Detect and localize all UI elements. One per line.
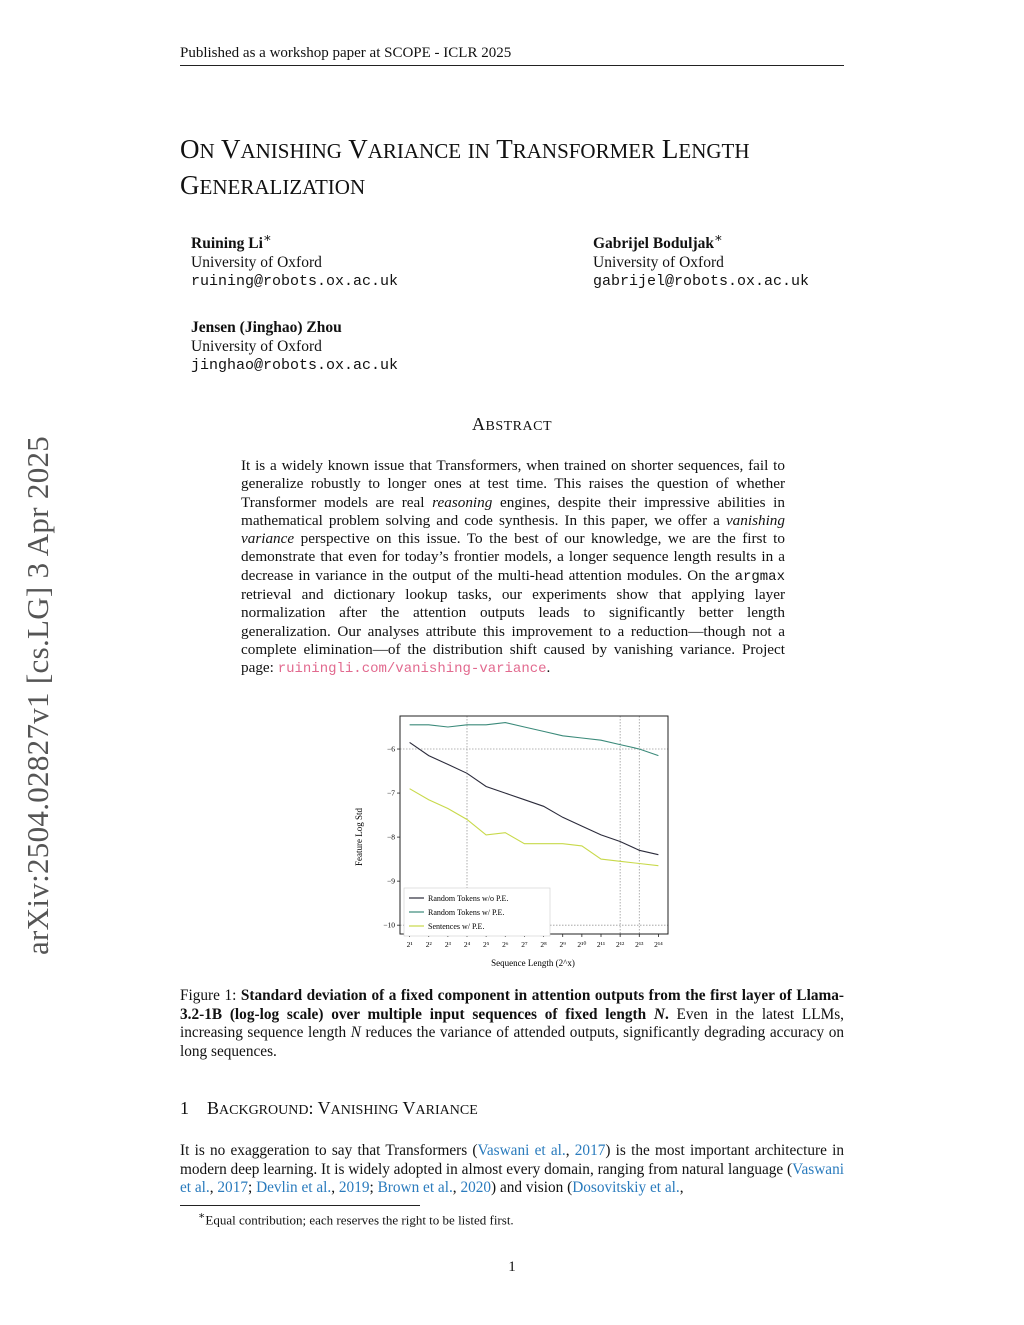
citation-link[interactable]: Vaswani et al. — [477, 1142, 566, 1159]
chart-x-tick-label: 2⁴ — [463, 940, 471, 949]
code-argmax: argmax — [734, 568, 785, 585]
header-rule — [180, 65, 844, 66]
author-affiliation: University of Oxford — [191, 338, 322, 356]
author-name: Ruining Li — [191, 235, 263, 253]
chart-y-tick-label: −6 — [387, 744, 395, 754]
chart-x-tick-label: 2¹¹ — [596, 940, 606, 949]
author-email[interactable]: jinghao@robots.ox.ac.uk — [191, 357, 399, 375]
citation-link[interactable]: 2017 — [574, 1142, 606, 1159]
footnote: ∗Equal contribution; each reserves the right to be listed first. — [198, 1210, 514, 1228]
chart-x-tick-label: 2¹² — [616, 940, 625, 949]
chart-x-axis-label: Sequence Length (2^x) — [491, 958, 575, 968]
chart-x-tick-label: 2⁵ — [482, 940, 490, 949]
citation-link[interactable]: Vaswani et al. — [180, 1160, 844, 1196]
author-email[interactable]: ruining@robots.ox.ac.uk — [191, 273, 399, 291]
chart-x-tick-label: 2² — [425, 940, 432, 949]
chart-series-line — [410, 789, 659, 866]
chart-x-tick-label: 2¹⁴ — [654, 940, 663, 949]
paper-title: ON VANISHING VARIANCE IN TRANSFORMER LENGTH GENERALIZATION — [180, 134, 750, 200]
citation-link[interactable]: 2017 — [217, 1179, 248, 1196]
author-name: Jensen (Jinghao) Zhou — [191, 319, 342, 337]
author-affiliation: University of Oxford — [191, 254, 322, 272]
footnote-rule — [180, 1205, 420, 1206]
chart-y-tick-label: −8 — [387, 832, 395, 842]
figure-1-chart — [350, 712, 680, 974]
abstract-body: It is a widely known issue that Transformers, when trained on shorter sequences, fail to generalize robustly to longer ones at test time. This raises the question of whether Transformer models are real reasoning engines, despite their impressive abilities in mathematical problem solving and code synthesis. In this paper, we offer a vanishing variance perspective on this issue. To the best of our knowledge, we are the first to demonstrate that even for today’s frontier models, a longer sequence length results in a decrease in variance in the output of the multi-head attention modules. On the argmax retrieval and dictionary lookup tasks, our experiments show that applying layer normalization after the attention outputs leads to significantly better length generalization. Our analyses attribute this improvement to a reduction—though not a complete elimination—of the distribution shift caused by vanishing variance. Project page: ruiningli.com/vanishing-variance. — [241, 457, 785, 678]
citation-link[interactable]: Dosovitskiy et al. — [572, 1179, 680, 1196]
chart-y-tick-label: −9 — [387, 876, 395, 886]
project-page-link[interactable]: ruiningli.com/vanishing-variance — [277, 661, 547, 678]
chart-x-tick-label: 2³ — [444, 940, 451, 949]
chart-svg — [350, 712, 680, 974]
chart-x-tick-label: 2⁹ — [559, 940, 566, 949]
chart-y-tick-label: −7 — [387, 788, 395, 798]
abstract-heading: ABSTRACT — [471, 414, 552, 434]
author-email[interactable]: gabrijel@robots.ox.ac.uk — [593, 273, 810, 291]
chart-y-tick-label: −10 — [383, 920, 395, 930]
chart-x-tick-label: 2⁸ — [540, 940, 547, 949]
arxiv-identifier-stamp[interactable]: arXiv:2504.02827v1 [cs.LG] 3 Apr 2025 — [20, 435, 55, 955]
chart-legend-label: Random Tokens w/ P.E. — [428, 908, 505, 917]
author-block: Gabrijel Boduljak∗ University of Oxford gabrijel@robots.ox.ac.uk — [593, 230, 810, 291]
chart-legend-label: Sentences w/ P.E. — [428, 922, 485, 931]
author-name: Gabrijel Boduljak — [593, 235, 715, 253]
author-block: Ruining Li∗ University of Oxford ruining@robots.ox.ac.uk — [191, 230, 399, 291]
chart-series-line — [410, 723, 659, 756]
author-affiliation: University of Oxford — [593, 254, 724, 272]
chart-x-tick-label: 2⁶ — [502, 940, 509, 949]
citation-link[interactable]: Devlin et al. — [256, 1179, 332, 1196]
chart-series-line — [410, 742, 659, 854]
chart-x-tick-label: 2⁷ — [521, 940, 528, 949]
chart-x-tick-label: 2¹⁰ — [577, 940, 587, 949]
section-body: It is no exaggeration to say that Transformers (Vaswani et al., 2017) is the most important architecture in modern deep learning. It is widely adopted in almost every domain, ranging from natural language (Vaswani et al., 2017; Devlin et al., 2019; Brown et al., 2020) and vision (Dosovitskiy et al., — [180, 1142, 844, 1196]
chart-x-tick-label: 2¹ — [406, 940, 413, 949]
section-heading: 1 BACKGROUND: VANISHING VARIANCE — [180, 1098, 478, 1118]
page-number: 1 — [508, 1259, 516, 1275]
author-block — [191, 312, 398, 375]
figure-caption: Figure 1: Standard deviation of a fixed component in attention outputs from the first layer of Llama-3.2-1B (log-log scale) over multiple input sequences of fixed length N. Even in the latest LLMs, increasing sequence length N reduces the variance of attended outputs, significantly degrading accuracy on long sequences. — [180, 987, 845, 1060]
citation-link[interactable]: 2019 — [338, 1179, 370, 1196]
chart-x-tick-label: 2¹³ — [635, 940, 644, 949]
chart-y-axis-label: Feature Log Std — [354, 808, 364, 866]
running-header: Published as a workshop paper at SCOPE - ICLR 2025 — [180, 45, 512, 61]
chart-legend-label: Random Tokens w/o P.E. — [428, 894, 509, 903]
citation-link[interactable]: 2020 — [460, 1179, 492, 1196]
citation-link[interactable]: Brown et al. — [377, 1179, 453, 1196]
